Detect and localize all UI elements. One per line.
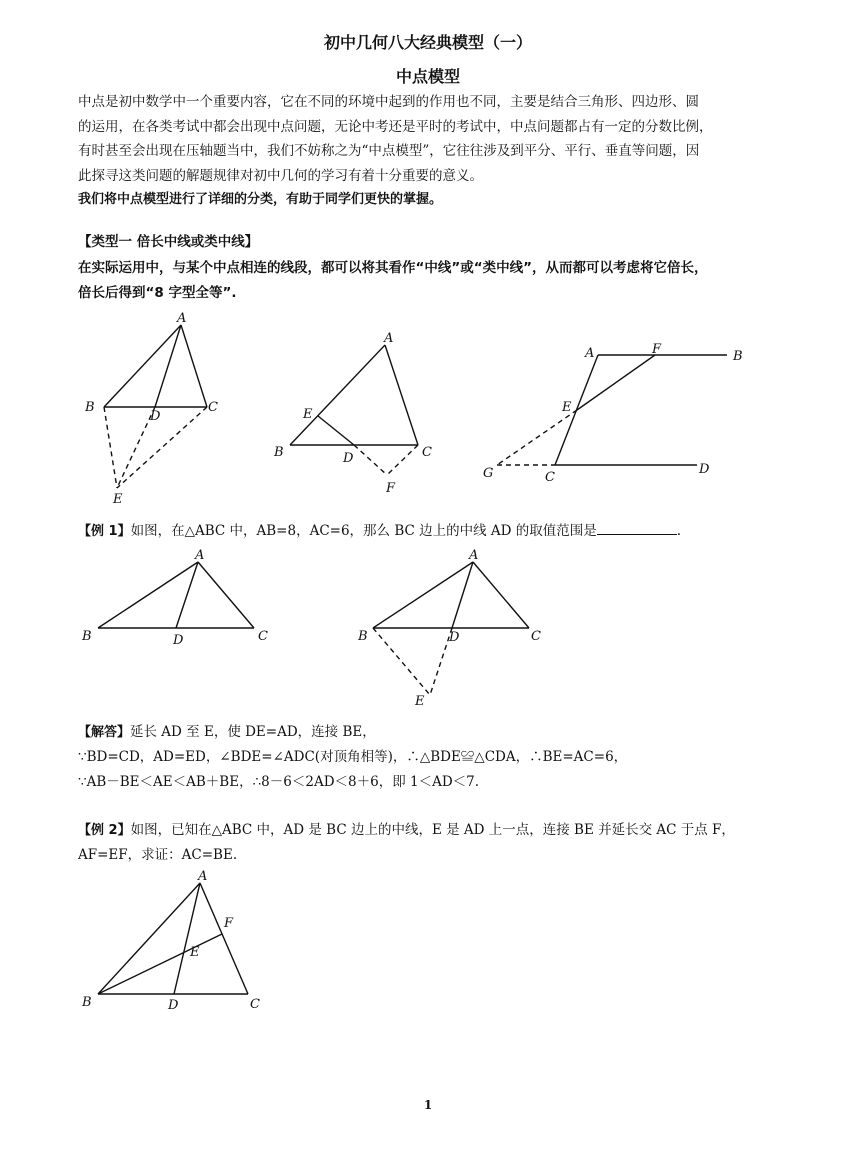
label-d: D bbox=[699, 462, 710, 477]
figure-2-diagram bbox=[270, 328, 440, 503]
answer-blank[interactable] bbox=[597, 520, 677, 535]
figure-3-diagram bbox=[475, 335, 755, 490]
label-b: B bbox=[82, 995, 92, 1010]
example-1-question bbox=[78, 519, 681, 539]
example-1-figure-b bbox=[355, 540, 555, 712]
type1-heading: 【类型一 倍长中线或类中线】 bbox=[78, 234, 259, 250]
label-e: E bbox=[190, 945, 200, 960]
segment-ab bbox=[98, 883, 200, 994]
solution-1-label: 【解答】 bbox=[78, 725, 131, 740]
segment-bf bbox=[98, 934, 222, 994]
intro-bold-line: 我们将中点模型进行了详细的分类，有助于同学们更快的掌握。 bbox=[78, 192, 443, 207]
figure-1-diagram bbox=[80, 310, 240, 510]
label-d: D bbox=[449, 630, 460, 645]
solution-1-line: ∵AB－BE＜AE＜AB＋BE，∴8－6＜2AD＜8＋6，即 1＜AD＜7. bbox=[78, 774, 480, 790]
type1-desc-line: 在实际运用中，与某个中点相连的线段，都可以将其看作“中线”或“类中线”，从而都可以考虑将它倍长， bbox=[78, 260, 708, 276]
label-a: A bbox=[469, 548, 479, 563]
segment-ac bbox=[385, 345, 418, 445]
label-f: F bbox=[386, 481, 396, 496]
example-2-label: 【例 2】 bbox=[78, 823, 131, 838]
example-2-question bbox=[78, 818, 735, 838]
page-title: 初中几何八大经典模型（一） bbox=[323, 33, 532, 52]
intro-paragraph bbox=[78, 90, 800, 213]
intro-line: 此探寻这类问题的解题规律对初中几何的学习有着十分重要的意义。 bbox=[78, 167, 483, 184]
example-1-label: 【例 1】 bbox=[78, 524, 131, 539]
label-e: E bbox=[562, 400, 572, 415]
label-c: C bbox=[422, 445, 432, 460]
example-2-question-line: AF=EF，求证：AC=BE. bbox=[78, 847, 238, 863]
intro-line: 中点是初中数学中一个重要内容，它在不同的环境中起到的作用也不同，主要是结合三角形、四边形、圆 bbox=[78, 94, 699, 110]
label-f: F bbox=[224, 916, 234, 931]
segment-ac bbox=[200, 883, 248, 994]
segment-ac bbox=[181, 325, 207, 407]
segment-ab bbox=[290, 345, 385, 445]
label-e: E bbox=[415, 694, 425, 709]
label-b: B bbox=[85, 400, 95, 415]
segment-fe bbox=[577, 355, 655, 410]
example-1-end: . bbox=[676, 523, 682, 539]
solution-1-line bbox=[78, 720, 376, 740]
segment-ac bbox=[198, 562, 254, 628]
intro-line: 的运用，在各类考试中都会出现中点问题，无论中考还是平时的考试中，中点问题都占有一定的分数比例， bbox=[78, 118, 713, 135]
label-c: C bbox=[531, 629, 541, 644]
label-e: E bbox=[303, 407, 313, 422]
segment-ab bbox=[373, 562, 473, 628]
label-c: C bbox=[258, 629, 268, 644]
label-c: C bbox=[208, 400, 218, 415]
segment-be-dashed bbox=[373, 628, 430, 695]
segment-ad bbox=[155, 325, 181, 407]
segment-cf-dashed bbox=[387, 445, 418, 475]
segment-ac bbox=[473, 562, 529, 628]
page-number: 1 bbox=[423, 1098, 433, 1112]
example-2-figure bbox=[78, 868, 278, 1018]
segment-be-dashed bbox=[104, 407, 117, 488]
segment-ed bbox=[318, 416, 354, 445]
solution-1-line: ∵BD=CD，AD=ED，∠BDE=∠ADC(对顶角相等)，∴△BDE≌△CDA，∴BE=AC=6， bbox=[78, 749, 628, 765]
label-e: E bbox=[113, 492, 123, 507]
solution-1-text: 延长 AD 至 E，使 DE=AD，连接 BE， bbox=[130, 724, 376, 740]
section-title: 中点模型 bbox=[395, 67, 460, 86]
label-a: A bbox=[585, 346, 595, 361]
segment-df-dashed bbox=[354, 445, 387, 475]
label-a: A bbox=[198, 869, 208, 884]
label-c: C bbox=[545, 470, 555, 485]
segment-ce-dashed bbox=[117, 407, 207, 488]
label-g: G bbox=[483, 466, 494, 481]
label-d: D bbox=[168, 998, 179, 1013]
segment-ad bbox=[452, 562, 473, 628]
type1-desc-line: 倍长后得到“8 字型全等”. bbox=[78, 285, 237, 301]
label-f: F bbox=[652, 342, 662, 357]
label-c: C bbox=[250, 997, 260, 1012]
label-b: B bbox=[733, 349, 743, 364]
label-b: B bbox=[358, 629, 368, 644]
label-d: D bbox=[173, 633, 184, 648]
label-a: A bbox=[195, 548, 205, 563]
label-a: A bbox=[384, 331, 394, 346]
segment-ad bbox=[176, 562, 198, 628]
example-2-text: 如图，已知在△ABC 中，AD 是 BC 边上的中线，E 是 AD 上一点，连接 BE 并延长交 AC 于点 F， bbox=[130, 822, 735, 838]
label-b: B bbox=[274, 445, 284, 460]
segment-ab bbox=[98, 562, 198, 628]
intro-line: 有时甚至会出现在压轴题当中，我们不妨称之为“中点模型”，它往往涉及到平分、平行、垂直等问题，因 bbox=[78, 143, 700, 159]
label-d: D bbox=[150, 409, 161, 424]
segment-ab bbox=[104, 325, 181, 407]
segment-ad bbox=[174, 883, 200, 994]
example-1-text: 如图，在△ABC 中，AB=8，AC=6，那么 BC 边上的中线 AD 的取值范围是 bbox=[130, 523, 597, 539]
label-b: B bbox=[82, 629, 92, 644]
label-a: A bbox=[177, 311, 187, 326]
label-d: D bbox=[343, 451, 354, 466]
example-1-figure-a bbox=[78, 540, 278, 650]
